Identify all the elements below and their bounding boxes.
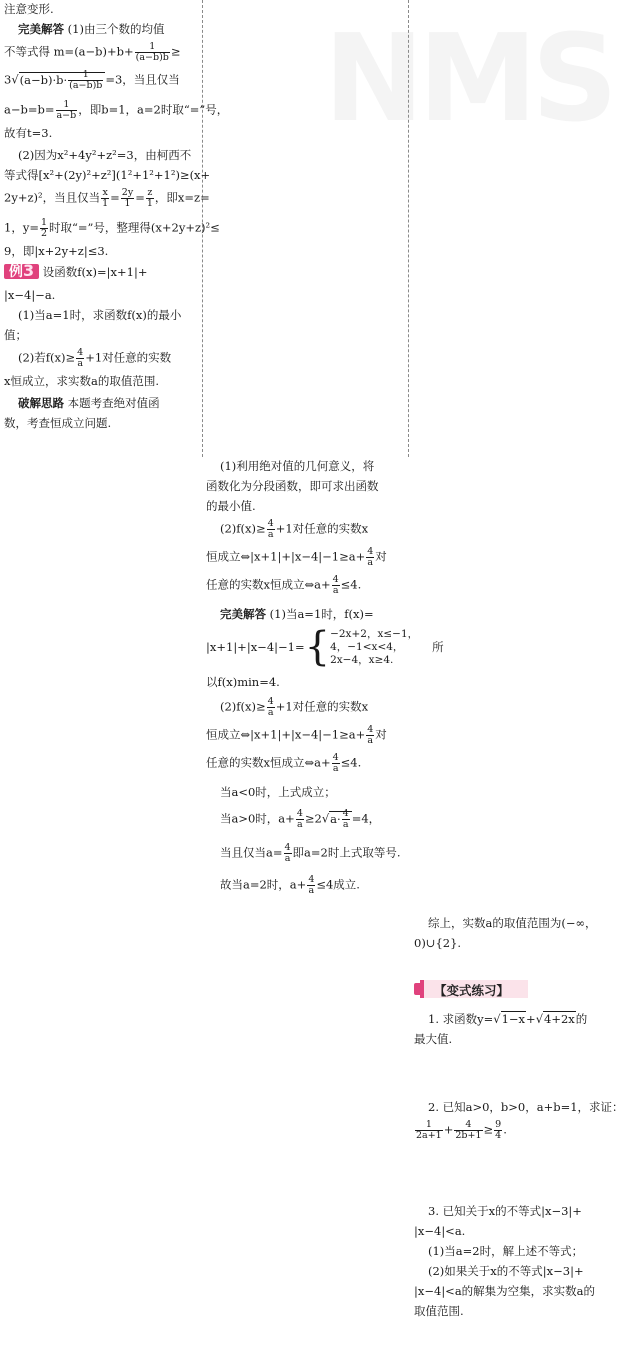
exercise-section-tag: 【变式练习】 [420, 980, 528, 998]
text-line: |x−4|<a的解集为空集，求实数a的 [414, 1284, 596, 1298]
exercise-item: 3. 已知关于x的不等式|x−3|+ [428, 1204, 582, 1218]
text-line: 注意变形. [4, 2, 54, 16]
text-line: 等式得[x²+(2y)²+z²](1²+1²+1²)≥(x+ [4, 168, 211, 182]
solution-heading: 完美解答 [220, 607, 266, 621]
text-line: 取值范围. [414, 1304, 464, 1318]
text-line: (1)当a=1时，求函数f(x)的最小 [18, 308, 182, 322]
text-line: 完美解答 (1)当a=1时，f(x)= [220, 607, 374, 621]
text-line: 综上，实数a的取值范围为(−∞， [428, 916, 597, 930]
exercise-item: 2. 已知a>0，b>0，a+b=1，求证： [428, 1100, 624, 1114]
math-line: (2)f(x)≥ $\frac{4}{a}$ +1对任意的实数x [220, 518, 369, 540]
text-line: 值； [4, 328, 27, 342]
text-line: 当a<0时，上式成立； [220, 785, 336, 799]
example-badge: 例3 [4, 264, 39, 279]
column-divider-2 [408, 0, 409, 457]
math-line: 当且仅当a= $\frac{4}{a}$ 即a=2时上式取等号. [220, 842, 401, 864]
example-heading: 例3 设函数f(x)=|x+1|+ [4, 264, 147, 279]
piecewise-line: |x+1|+|x−4|−1={ −2x+2，x≤−1， 4，−1<x<4， 2x−4，x≥4. 所 [206, 624, 444, 670]
math-line: 任意的实数x恒成立⇔a+ $\frac{4}{a}$ ≤4. [206, 752, 362, 774]
math-line: (2)f(x)≥ $\frac{4}{a}$ +1对任意的实数x [220, 696, 369, 718]
text-line: 9，即|x+2y+z|≤3. [4, 244, 109, 258]
text-line: (2)因为x²+4y²+z²=3，由柯西不 [18, 148, 192, 162]
column-right [414, 914, 624, 1371]
math-line: 恒成立⇔|x+1|+|x−4|−1≥a+ $\frac{4}{a}$ 对 [206, 724, 387, 746]
text-line: (1)当a=2时，解上述不等式； [428, 1244, 584, 1258]
text-line: 以f(x)min=4. [206, 675, 280, 689]
math-line: $\frac{1}{2a+1}$ + $\frac{4}{2b+1}$ ≥ $\frac{9}{4}$ . [416, 1119, 507, 1141]
text-line: 破解思路 本题考查绝对值函 [18, 396, 160, 410]
math-line: 当a>0时，a+ $\frac{4}{a}$ ≥2√a· $\frac{4}{a}$ =4， [220, 808, 381, 830]
text-line: x恒成立，求实数a的取值范围. [4, 374, 159, 388]
text-line: 数，考查恒成立问题. [4, 416, 112, 430]
text-line: 完美解答 (1)由三个数的均值 [18, 22, 165, 36]
solution-heading: 完美解答 [18, 22, 64, 36]
math-line: 不等式得 m=(a−b)+b+ $\frac{1}{(a-b)b}$ ≥ [4, 41, 181, 63]
math-line: 恒成立⇔|x+1|+|x−4|−1≥a+ $\frac{4}{a}$ 对 [206, 546, 387, 568]
text-line: 的最小值. [206, 499, 256, 513]
text-line: 最大值. [414, 1032, 453, 1046]
background-watermark: NMS [323, 10, 612, 149]
exercise-item: 1. 求函数y=√1−x+√4+2x的 [428, 1012, 588, 1026]
tag-ribbon-icon [414, 983, 424, 995]
text-line: 函数化为分段函数，即可求出函数 [206, 479, 379, 493]
column-middle [206, 457, 444, 914]
text-line: (2)如果关于x的不等式|x−3|+ [428, 1264, 584, 1278]
text-line: (1)利用绝对值的几何意义，将 [220, 459, 375, 473]
text-line: 故有t=3. [4, 126, 53, 140]
hint-heading: 破解思路 [18, 396, 64, 410]
text-line: |x−4|−a. [4, 288, 56, 302]
math-line: 3√(a−b)·b· $\frac{1}{(a-b)b}$ =3，当且仅当 [4, 69, 180, 91]
math-line: a−b=b= $\frac{1}{a-b}$ ，即b=1，a=2时取“=”号， [4, 99, 229, 121]
column-left [4, 0, 229, 457]
text-line: 0)∪{2}. [414, 936, 462, 950]
math-line: 1，y= $\frac{1}{2}$ 时取“=”号，整理得(x+2y+z)²≤ [4, 217, 220, 239]
math-line: 2y+z)²，当且仅当 $\frac{x}{1}$ = $\frac{2y}{1}$ = $\frac{z}{1}$ ，即x=z= [4, 187, 210, 209]
math-line: 任意的实数x恒成立⇔a+ $\frac{4}{a}$ ≤4. [206, 574, 362, 596]
math-line: (2)若f(x)≥ $\frac{4}{a}$ +1对任意的实数 [18, 347, 172, 369]
math-line: 故当a=2时，a+ $\frac{4}{a}$ ≤4成立. [220, 874, 360, 896]
text-line: |x−4|<a. [414, 1224, 466, 1238]
